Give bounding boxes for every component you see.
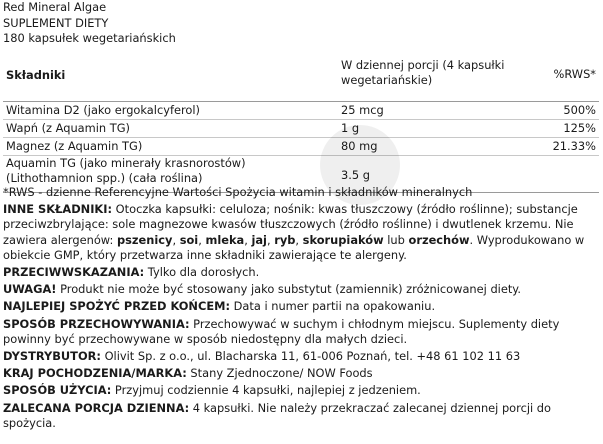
product-quantity: 180 kapsułek wegetariańskich bbox=[3, 31, 176, 45]
product-name: Red Mineral Algae bbox=[3, 0, 107, 14]
section-text: Przechowywać w suchym i chłodnym miejscu. Suplementy diety powinny być przechowywane w sposób niedostępny dla małych dzieci. bbox=[3, 316, 560, 346]
section-text: Stany Zjednoczone/ NOW Foods bbox=[186, 366, 373, 381]
allergen: soi bbox=[179, 232, 199, 247]
daily-dosage bbox=[3, 401, 601, 431]
table-row bbox=[3, 120, 599, 138]
distributor bbox=[3, 349, 601, 364]
allergen: pszenicy bbox=[116, 232, 173, 247]
separator: , bbox=[198, 232, 206, 247]
section-label: KRAJ POCHODZENIA/MARKA: bbox=[3, 366, 187, 381]
supplement-label bbox=[3, 0, 601, 430]
section-label: UWAGA! bbox=[3, 282, 57, 297]
section-label: ZALECANA PORCJA DZIENNA: bbox=[3, 400, 190, 415]
ingredient-name: Wapń (z Aquamin TG) bbox=[3, 120, 338, 138]
column-header-portion: W dziennej porcji (4 kapsułki wegetariańskie) bbox=[338, 55, 543, 102]
separator: , bbox=[266, 232, 275, 247]
separator: , bbox=[295, 232, 303, 247]
section-text: . Wyprodukowano w obiekcie GMP, który przetwarza inne składniki zawierające te alergeny. bbox=[3, 232, 585, 262]
section-text: Otoczka kapsułki: celuloza; nośnik: kwas tłuszczowy (źródło roślinne); substancje przeciwzbrylające: sole magnezowe kwasów tłuszczowych (źródło roślinne) i dwutlenek krzemu. Nie zawiera alergenów: bbox=[3, 202, 578, 247]
section-label: SPOSÓB PRZECHOWYWANIA: bbox=[3, 316, 190, 331]
ingredient-name: Magnez (z Aquamin TG) bbox=[3, 138, 338, 156]
ingredient-amount: 80 mg bbox=[338, 138, 543, 156]
separator: , bbox=[244, 232, 252, 247]
section-text: Produkt nie może być stosowany jako substytut (zamiennik) zróżnicowanej diety. bbox=[56, 282, 522, 297]
product-header bbox=[3, 0, 601, 47]
section-text: 4 kapsułki. Nie należy przekraczać zalecanej dziennej porcji do spożycia. bbox=[3, 400, 551, 430]
usage bbox=[3, 383, 601, 398]
country-of-origin bbox=[3, 366, 601, 381]
ingredient-name: Aquamin TG (jako minerały krasnorostów) (Lithothamnion spp.) (cała roślina) bbox=[3, 156, 338, 193]
section-text: Data i numer partii na opakowaniu. bbox=[230, 299, 436, 314]
warning bbox=[3, 282, 601, 297]
storage bbox=[3, 317, 601, 347]
label-text-block bbox=[3, 185, 601, 431]
allergen: jaj bbox=[251, 232, 267, 247]
table-header-row bbox=[3, 55, 599, 102]
ingredient-rws: 500% bbox=[543, 102, 599, 120]
allergen: skorupiaków bbox=[302, 232, 384, 247]
product-category: SUPLEMENT DIETY bbox=[3, 15, 109, 30]
allergen: orzechów bbox=[408, 232, 470, 247]
section-label: SPOSÓB UŻYCIA: bbox=[3, 383, 112, 398]
ingredient-rws: 125% bbox=[543, 120, 599, 138]
nutrition-facts-table bbox=[3, 55, 599, 193]
table-row bbox=[3, 102, 599, 120]
column-header-ingredients: Składniki bbox=[3, 55, 338, 102]
section-label: NAJLEPIEJ SPOŻYĆ PRZED KOŃCEM: bbox=[3, 299, 230, 314]
section-text: Przyjmuj codziennie 4 kapsułki, najlepiej z jedzeniem. bbox=[111, 383, 421, 398]
table-row bbox=[3, 138, 599, 156]
section-text: Olivit Sp. z o.o., ul. Blacharska 11, 61-006 Poznań, tel. +48 61 102 11 63 bbox=[100, 349, 521, 364]
contraindications bbox=[3, 265, 601, 280]
ingredient-amount: 25 mcg bbox=[338, 102, 543, 120]
separator: lub bbox=[383, 232, 409, 247]
column-header-rws: %RWS* bbox=[543, 55, 599, 102]
other-ingredients bbox=[3, 202, 601, 263]
ingredient-rws: 21.33% bbox=[543, 138, 599, 156]
ingredient-amount: 3.5 g bbox=[338, 156, 543, 193]
section-text: Tylko dla dorosłych. bbox=[144, 265, 260, 280]
ingredient-name: Witamina D2 (jako ergokalcyferol) bbox=[3, 102, 338, 120]
separator: , bbox=[172, 232, 180, 247]
rws-footnote: *RWS - dzienne Referencyjne Wartości Spożycia witamin i składników mineralnych bbox=[3, 185, 473, 199]
best-before bbox=[3, 299, 601, 314]
section-label: INNE SKŁADNIKI: bbox=[3, 202, 113, 217]
allergen: ryb bbox=[274, 232, 296, 247]
section-label: DYSTRYBUTOR: bbox=[3, 349, 101, 364]
ingredient-amount: 1 g bbox=[338, 120, 543, 138]
allergen: mleka bbox=[205, 232, 245, 247]
section-label: PRZECIWWSKAZANIA: bbox=[3, 265, 145, 280]
